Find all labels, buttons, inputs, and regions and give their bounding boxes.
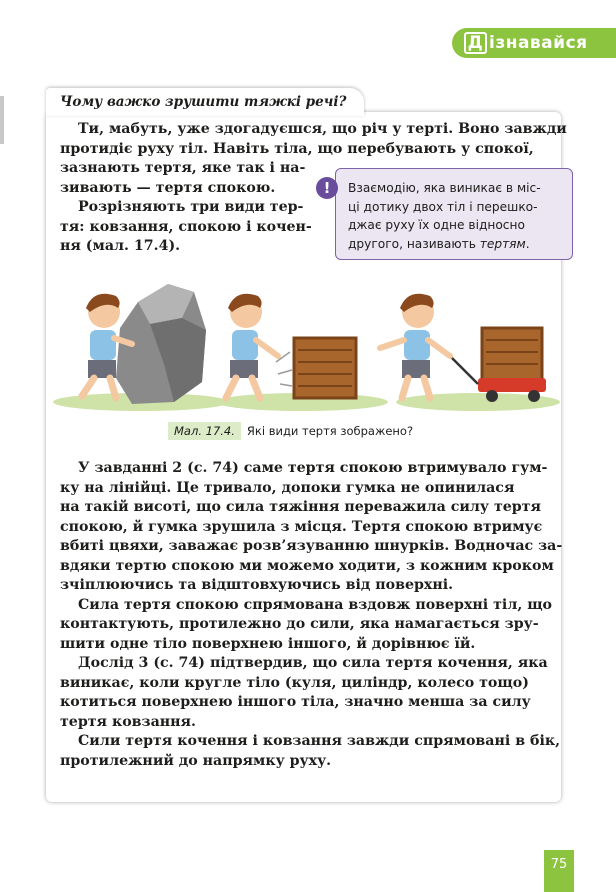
- text-line: протилежний до напрямку руху.: [60, 752, 332, 769]
- intro-paragraph: [60, 120, 567, 159]
- text-line: Дослід 3 (с. 74) підтвердив, що сила тертя кочення, яка: [78, 655, 548, 671]
- text-line: Сила тертя спокою спрямована вздовж поверхні тіл, що: [78, 596, 553, 613]
- text-line: тя: ковзання, спокою і кочен-: [60, 218, 312, 235]
- text-line: вбиті цвяхи, заважає розв’язуванню шнурків. Водночас за-: [60, 538, 563, 554]
- text-line: Ти, мабуть, уже здогадуєшся, що річ у терті. Воно завжди: [78, 121, 567, 137]
- tab-label-text: ізнавайся: [489, 33, 588, 53]
- text-line: тертя ковзання.: [60, 713, 196, 730]
- text-line: ку на лінійці. Це тривало, допоки гумка не опинилася: [60, 479, 515, 496]
- caption-text: Які види тертя зображено?: [246, 424, 414, 438]
- boy-shirt: [404, 330, 430, 360]
- note-line: джає руху їх одне відносно: [348, 218, 525, 232]
- text-line: вдяки тертю спокою ми можемо ходити, з кожним кроком: [60, 557, 554, 574]
- wagon-wheel: [486, 390, 498, 402]
- text-line: виникає, коли кругле тіло (куля, циліндр, колесо тощо): [60, 674, 529, 691]
- wagon-wheel: [528, 390, 540, 402]
- definition-note: [335, 168, 573, 260]
- text-line: Розрізняють три види тер-: [78, 199, 304, 215]
- page-number: 75: [544, 850, 574, 892]
- text-line: зивають — тертя спокою.: [60, 179, 276, 196]
- figure-caption: [168, 421, 413, 441]
- margin-marker: [0, 96, 4, 144]
- note-period: .: [525, 236, 530, 251]
- wooden-crate: [294, 338, 356, 398]
- text-line: на такій висоті, що сила тяжіння переважила силу тертя: [60, 499, 541, 515]
- sliding-friction-scene: [53, 284, 229, 411]
- friction-illustration: [46, 278, 561, 414]
- section-tab-discover: [452, 28, 616, 58]
- wooden-crate: [482, 328, 542, 380]
- text-line: зазнають тертя, яке так і на-: [60, 160, 306, 176]
- note-text: другого, називають: [348, 236, 480, 251]
- text-line: котиться поверхнею іншого тіла, значно менша за силу: [60, 694, 531, 710]
- figure-number: Мал. 17.4.: [168, 422, 241, 440]
- text-line: зчіплюючись та відштовхуючись від поверхні.: [60, 577, 454, 593]
- static-friction-scene: [216, 294, 388, 411]
- note-line: Взаємодію, яка виникає в міс-: [348, 181, 541, 195]
- note-term: тертям: [479, 236, 526, 251]
- text-line: Сили тертя кочення і ковзання завжди спрямовані в бік,: [78, 733, 561, 749]
- red-wagon: [478, 378, 546, 392]
- text-line: шити одне тіло поверхнею іншого, й дорівнює їй.: [60, 635, 476, 652]
- exclamation-icon: !: [316, 177, 338, 199]
- text-line: спокою, й гумка зрушила з місця. Тертя спокою втримує: [60, 518, 543, 535]
- text-line: контактують, протилежно до сили, яка намагається зру-: [60, 616, 539, 632]
- body-text: [60, 459, 563, 771]
- boy-shirt: [232, 330, 258, 360]
- text-line: У завданні 2 (с. 74) саме тертя спокою втримувало гум-: [78, 460, 548, 476]
- intro-paragraph-narrow: [60, 159, 310, 257]
- note-line: ці дотику двох тіл і перешко-: [348, 199, 538, 214]
- section-heading: Чому важко зрушити тяжкі речі?: [46, 88, 364, 116]
- tab-first-letter: Д: [464, 32, 487, 54]
- text-line: ня (мал. 17.4).: [60, 238, 181, 254]
- note-line-last: [348, 235, 566, 254]
- text-line: протидіє руху тіл. Навіть тіла, що перебувають у спокої,: [60, 140, 534, 157]
- boy-shirt: [90, 330, 116, 360]
- rolling-friction-scene: [380, 294, 560, 411]
- wagon-handle: [450, 356, 478, 384]
